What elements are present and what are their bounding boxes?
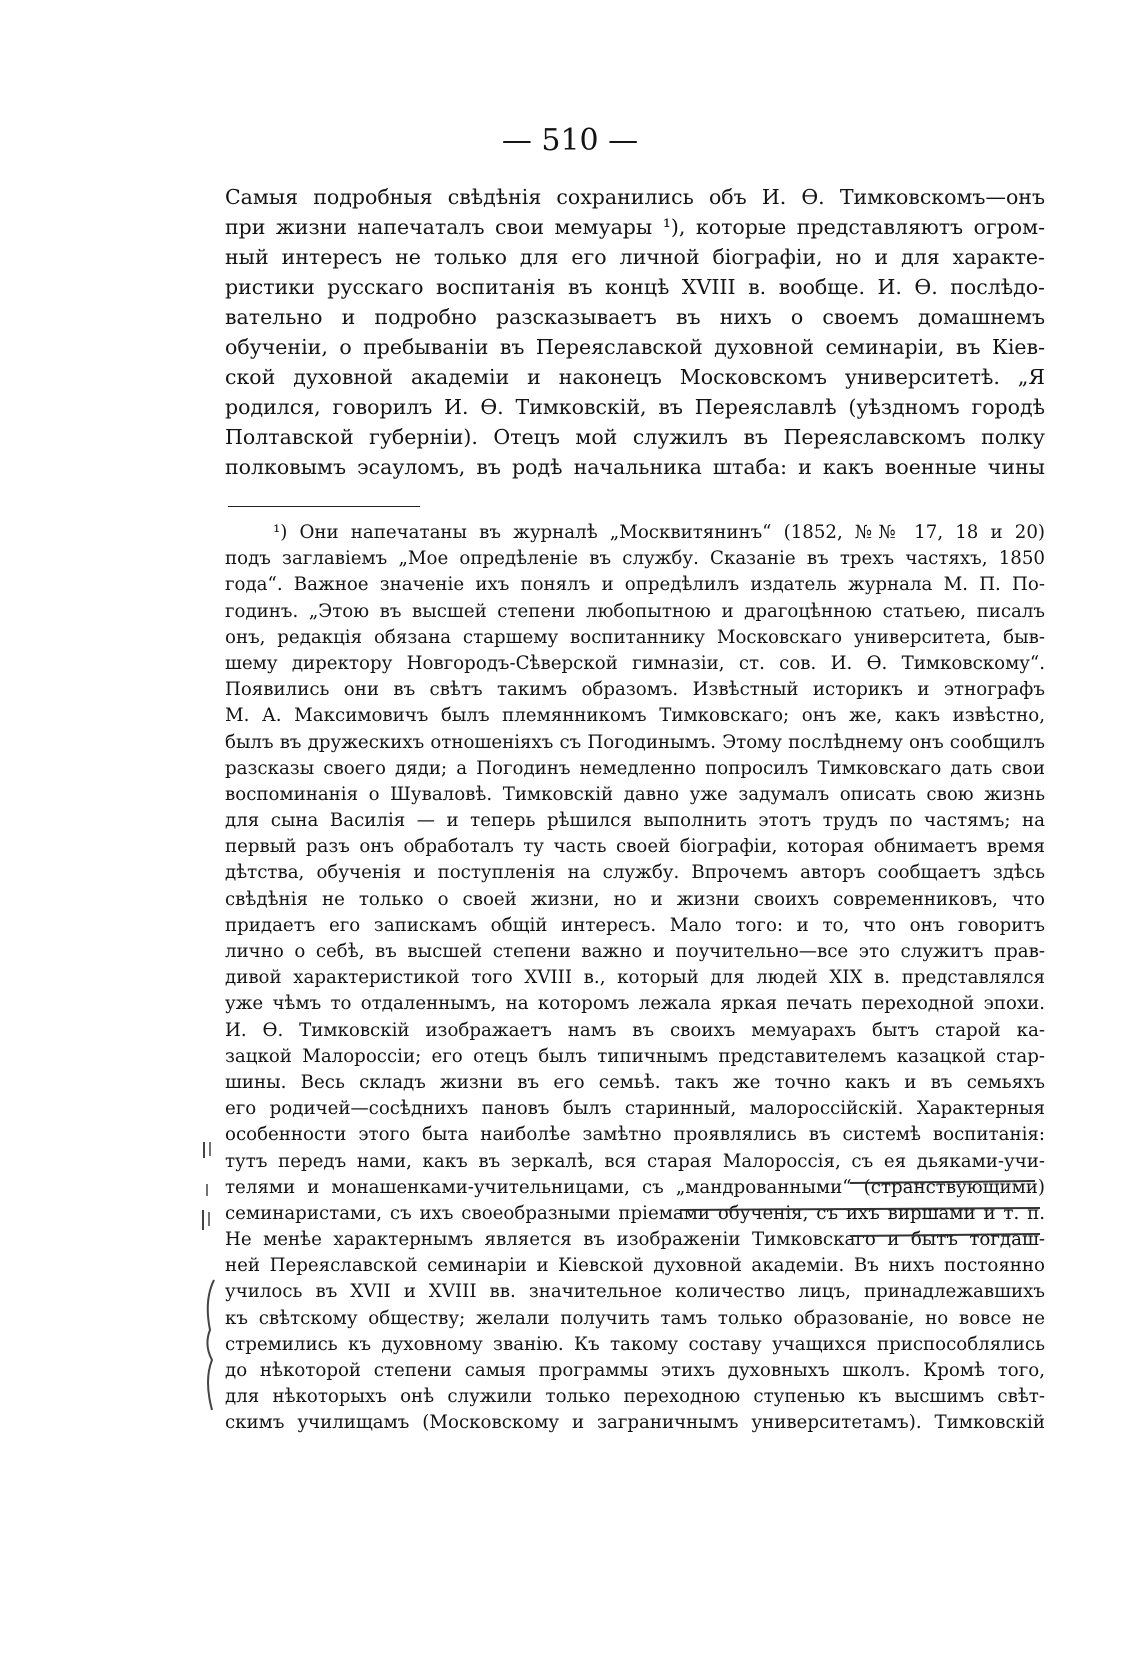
footnote-line: для нѣкоторыхъ онѣ служили только переходною ступенью къ высшимъ свѣт- bbox=[225, 1386, 1045, 1408]
footnote-line: особенности этого быта наиболѣе замѣтно проявлялись въ системѣ воспитанія: bbox=[225, 1124, 1045, 1146]
footnote-line: первый разъ онъ обработалъ ту часть своей біографіи, которая обнимаетъ время bbox=[225, 836, 1045, 858]
footnote-line: ¹) Они напечатаны въ журналѣ „Москвитянинъ“ (1852, №№ 17, 18 и 20) bbox=[273, 522, 1045, 543]
footnote-line: шины. Весь складъ жизни въ его семьѣ. такъ же точно какъ и въ семьяхъ bbox=[225, 1071, 1045, 1093]
footnote-line: подъ заглавіемъ „Мое опредѣленіе въ службу. Сказаніе въ трехъ частяхъ, 1850 bbox=[225, 548, 1045, 570]
text-line: ристики русскаго воспитанія въ концѣ XVIII в. вообще. И. Ѳ. послѣдо- bbox=[225, 275, 1045, 299]
page-number: — 510 — bbox=[501, 123, 639, 158]
footnote-line: для сына Василія — и теперь рѣшился выполнить этотъ трудъ по частямъ; на bbox=[225, 810, 1045, 832]
footnote-separator-rule bbox=[228, 506, 420, 507]
main-text-block bbox=[225, 182, 1045, 482]
footnote-line: зацкой Малороссіи; его отецъ былъ типичнымъ представителемъ казацкой стар- bbox=[225, 1045, 1045, 1067]
footnote-line: училось въ XVII и XVIII вв. значительное количество лицъ, принадлежавшихъ bbox=[225, 1281, 1045, 1303]
footnote-line: семинаристами, съ ихъ своеобразными пріемами обученія, съ ихъ виршами и т. п. bbox=[225, 1202, 1045, 1224]
footnote-line: до нѣкоторой степени самыя программы этихъ духовныхъ школъ. Кромѣ того, bbox=[225, 1360, 1045, 1381]
text-line: Полтавской губерніи). Отецъ мой служилъ въ Переяславскомъ полку bbox=[225, 425, 1045, 449]
text-line: обученіи, о пребываніи въ Переяславской духовной семинаріи, въ Кіев- bbox=[225, 335, 1045, 359]
text-line: вательно и подробно разсказываетъ въ нихъ о своемъ домашнемъ bbox=[225, 305, 1045, 329]
footnote-line: года“. Важное значеніе ихъ понялъ и опредѣлилъ издатель журнала М. П. По- bbox=[225, 574, 1045, 596]
footnote-line: годинъ. „Этою въ высшей степени любопытною и драгоцѣнною статьею, писалъ bbox=[225, 600, 1045, 622]
footnote-line: къ свѣтскому обществу; желали получить тамъ только образованіе, но вовсе не bbox=[225, 1307, 1045, 1329]
text-line: при жизни напечаталъ свои мемуары ¹), которые представляютъ огром- bbox=[225, 215, 1045, 239]
footnote-line: дивой характеристикой того XVIII в., который для людей XIX в. представлялся bbox=[225, 967, 1045, 989]
footnote-line: стремились къ духовному званію. Къ такому составу учащихся приспособлялись bbox=[225, 1333, 1045, 1355]
text-line: ный интересъ не только для его личной біографіи, но и для характе- bbox=[225, 245, 1045, 269]
footnote-line: шему директору Новгородъ-Сѣверской гимназіи, ст. сов. И. Ѳ. Тимковскому“. bbox=[225, 652, 1045, 674]
footnote-line: свѣдѣнія не только о своей жизни, но и жизни своихъ современниковъ, что bbox=[225, 888, 1045, 910]
footnote-line: телями и монашенками-учительницами, съ „мандрованными“ (странствующими) bbox=[225, 1176, 1045, 1198]
footnote-line: И. Ѳ. Тимковскій изображаетъ намъ въ своихъ мемуарахъ бытъ старой ка- bbox=[225, 1019, 1045, 1041]
text-line: Самыя подробныя свѣдѣнія сохранились объ И. Ѳ. Тимковскомъ—онъ bbox=[225, 185, 1045, 209]
margin-bracket bbox=[207, 1280, 214, 1410]
footnote-line: воспоминанія о Шуваловѣ. Тимковскій давно уже задумалъ описать свою жизнь bbox=[225, 783, 1045, 805]
footnote-line: лично о себѣ, въ высшей степени важно и поучительно—все это служитъ прав- bbox=[225, 941, 1045, 962]
text-line: родился, говорилъ И. Ѳ. Тимковскій, въ Переяславлѣ (уѣздномъ городѣ bbox=[225, 395, 1045, 419]
footnote-line: Не менѣе характернымъ является въ изображеніи Тимковскаго и бытъ тогдаш- bbox=[225, 1229, 1045, 1251]
footnote-line: придаетъ его запискамъ общій интересъ. Мало того: и то, что онъ говоритъ bbox=[225, 914, 1045, 936]
text-line: ской духовной академіи и наконецъ Московскомъ университетѣ. „Я bbox=[225, 365, 1045, 389]
footnote-line: М. А. Максимовичъ былъ племянникомъ Тимковскаго; онъ же, какъ извѣстно, bbox=[225, 705, 1045, 727]
footnote-line: Появились они въ свѣтъ такимъ образомъ. Извѣстный историкъ и этнографъ bbox=[225, 679, 1045, 701]
footnote-line: его родичей—сосѣднихъ пановъ былъ старинный, малороссійскій. Характерныя bbox=[225, 1098, 1045, 1120]
footnote-line: ней Переяславской семинаріи и Кіевской духовной академіи. Въ нихъ постоянно bbox=[225, 1255, 1045, 1277]
footnote-line: тутъ передъ нами, какъ въ зеркалѣ, вся старая Малороссія, съ ея дьяками-учи- bbox=[225, 1150, 1045, 1172]
footnote-line: дѣтства, обученія и поступленія на службу. Впрочемъ авторъ сообщаетъ здѣсь bbox=[225, 862, 1045, 884]
footnote-line: былъ въ дружескихъ отношеніяхъ съ Погодинымъ. Этому послѣднему онъ сообщилъ bbox=[225, 731, 1045, 753]
footnote-line: скимъ училищамъ (Московскому и заграничнымъ университетамъ). Тимковскій bbox=[225, 1412, 1045, 1434]
footnote-line: уже чѣмъ то отдаленнымъ, на которомъ лежала яркая печать переходной эпохи. bbox=[225, 993, 1045, 1015]
footnote-block bbox=[225, 520, 1045, 1437]
footnote-line: онъ, редакція обязана старшему воспитаннику Московскаго университета, быв- bbox=[225, 626, 1045, 648]
text-line: полковымъ эсауломъ, въ родѣ начальника штаба: и какъ военные чины bbox=[225, 455, 1045, 479]
footnote-line: разсказы своего дяди; а Погодинъ немедленно попросилъ Тимковскаго дать свои bbox=[225, 757, 1045, 779]
